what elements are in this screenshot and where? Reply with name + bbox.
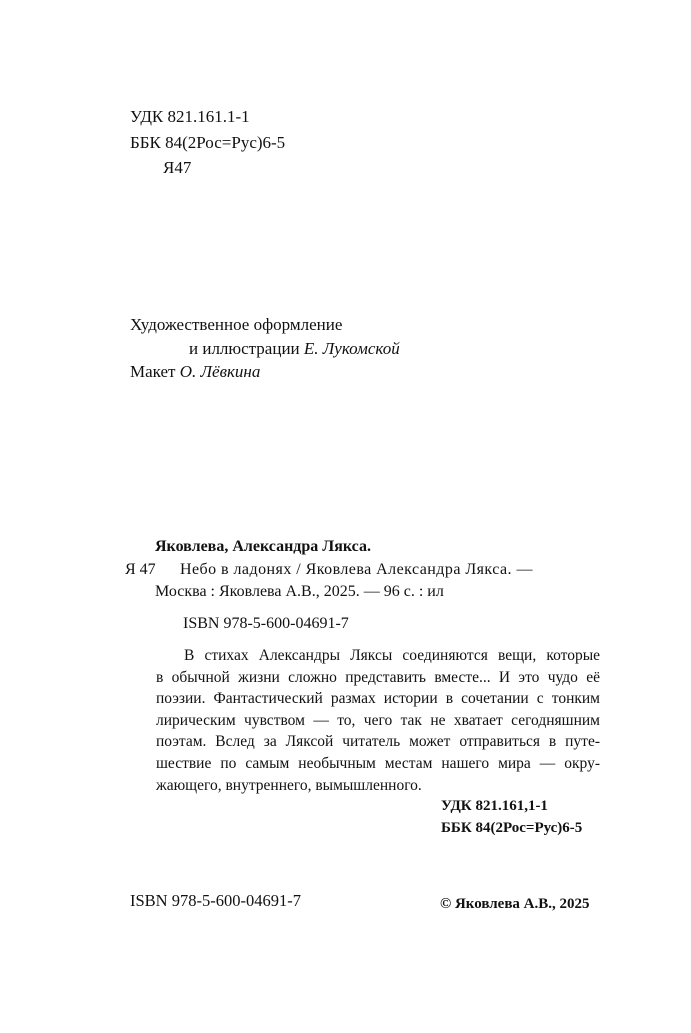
design-credit-prefix: и иллюстрации [189, 339, 304, 358]
annotation-line: лирическим чувством — то, чего так не хватает сегодняшним [156, 711, 600, 729]
annotation-line: поэзии. Фантастический размах истории в сочетании с тонким [156, 690, 600, 708]
footer-isbn: ISBN 978-5-600-04691-7 [130, 891, 301, 910]
bbk-code-repeat: ББК 84(2Рос=Рус)6-5 [441, 820, 583, 836]
bib-heading: Яковлева, Александра Лякса. [155, 538, 371, 555]
copyright: © Яковлева А.В., 2025 [440, 896, 590, 912]
bib-imprint-line: Москва : Яковлева А.В., 2025. — 96 с. : ил [155, 583, 444, 600]
annotation-line: В стихах Александры Ляксы соединяются вещи, которые [184, 647, 600, 664]
bib-mark: Я 47 [125, 561, 156, 578]
layout-person-name: О. Лёвкина [179, 362, 261, 381]
bib-title-line: Небо в ладонях / Яковлева Александра Лякса. — [180, 561, 533, 578]
design-artist-name: Е. Лукомской [303, 339, 400, 358]
annotation-paragraph [156, 645, 600, 796]
layout-credit-prefix: Макет [130, 362, 180, 381]
annotation-line: шествие по самым необычным местам нашего мира — окру- [156, 754, 600, 772]
bib-isbn: ISBN 978-5-600-04691-7 [183, 615, 349, 632]
design-credit-line2 [189, 339, 400, 359]
layout-credit [130, 362, 260, 382]
annotation-line: поэтам. Вслед за Ляксой читатель может отправиться в путе- [156, 733, 600, 751]
annotation-line: жающего, внутреннего, вымышленного. [156, 776, 422, 794]
design-credit-line1: Художественное оформление [130, 315, 343, 334]
author-mark: Я47 [163, 158, 192, 177]
udk-code: УДК 821.161.1-1 [130, 107, 250, 126]
bbk-code: ББК 84(2Рос=Рус)6-5 [130, 133, 286, 152]
annotation-line: в обычной жизни сложно представить вместе... И это чудо её [156, 668, 600, 686]
udk-code-repeat: УДК 821.161,1-1 [441, 798, 548, 814]
